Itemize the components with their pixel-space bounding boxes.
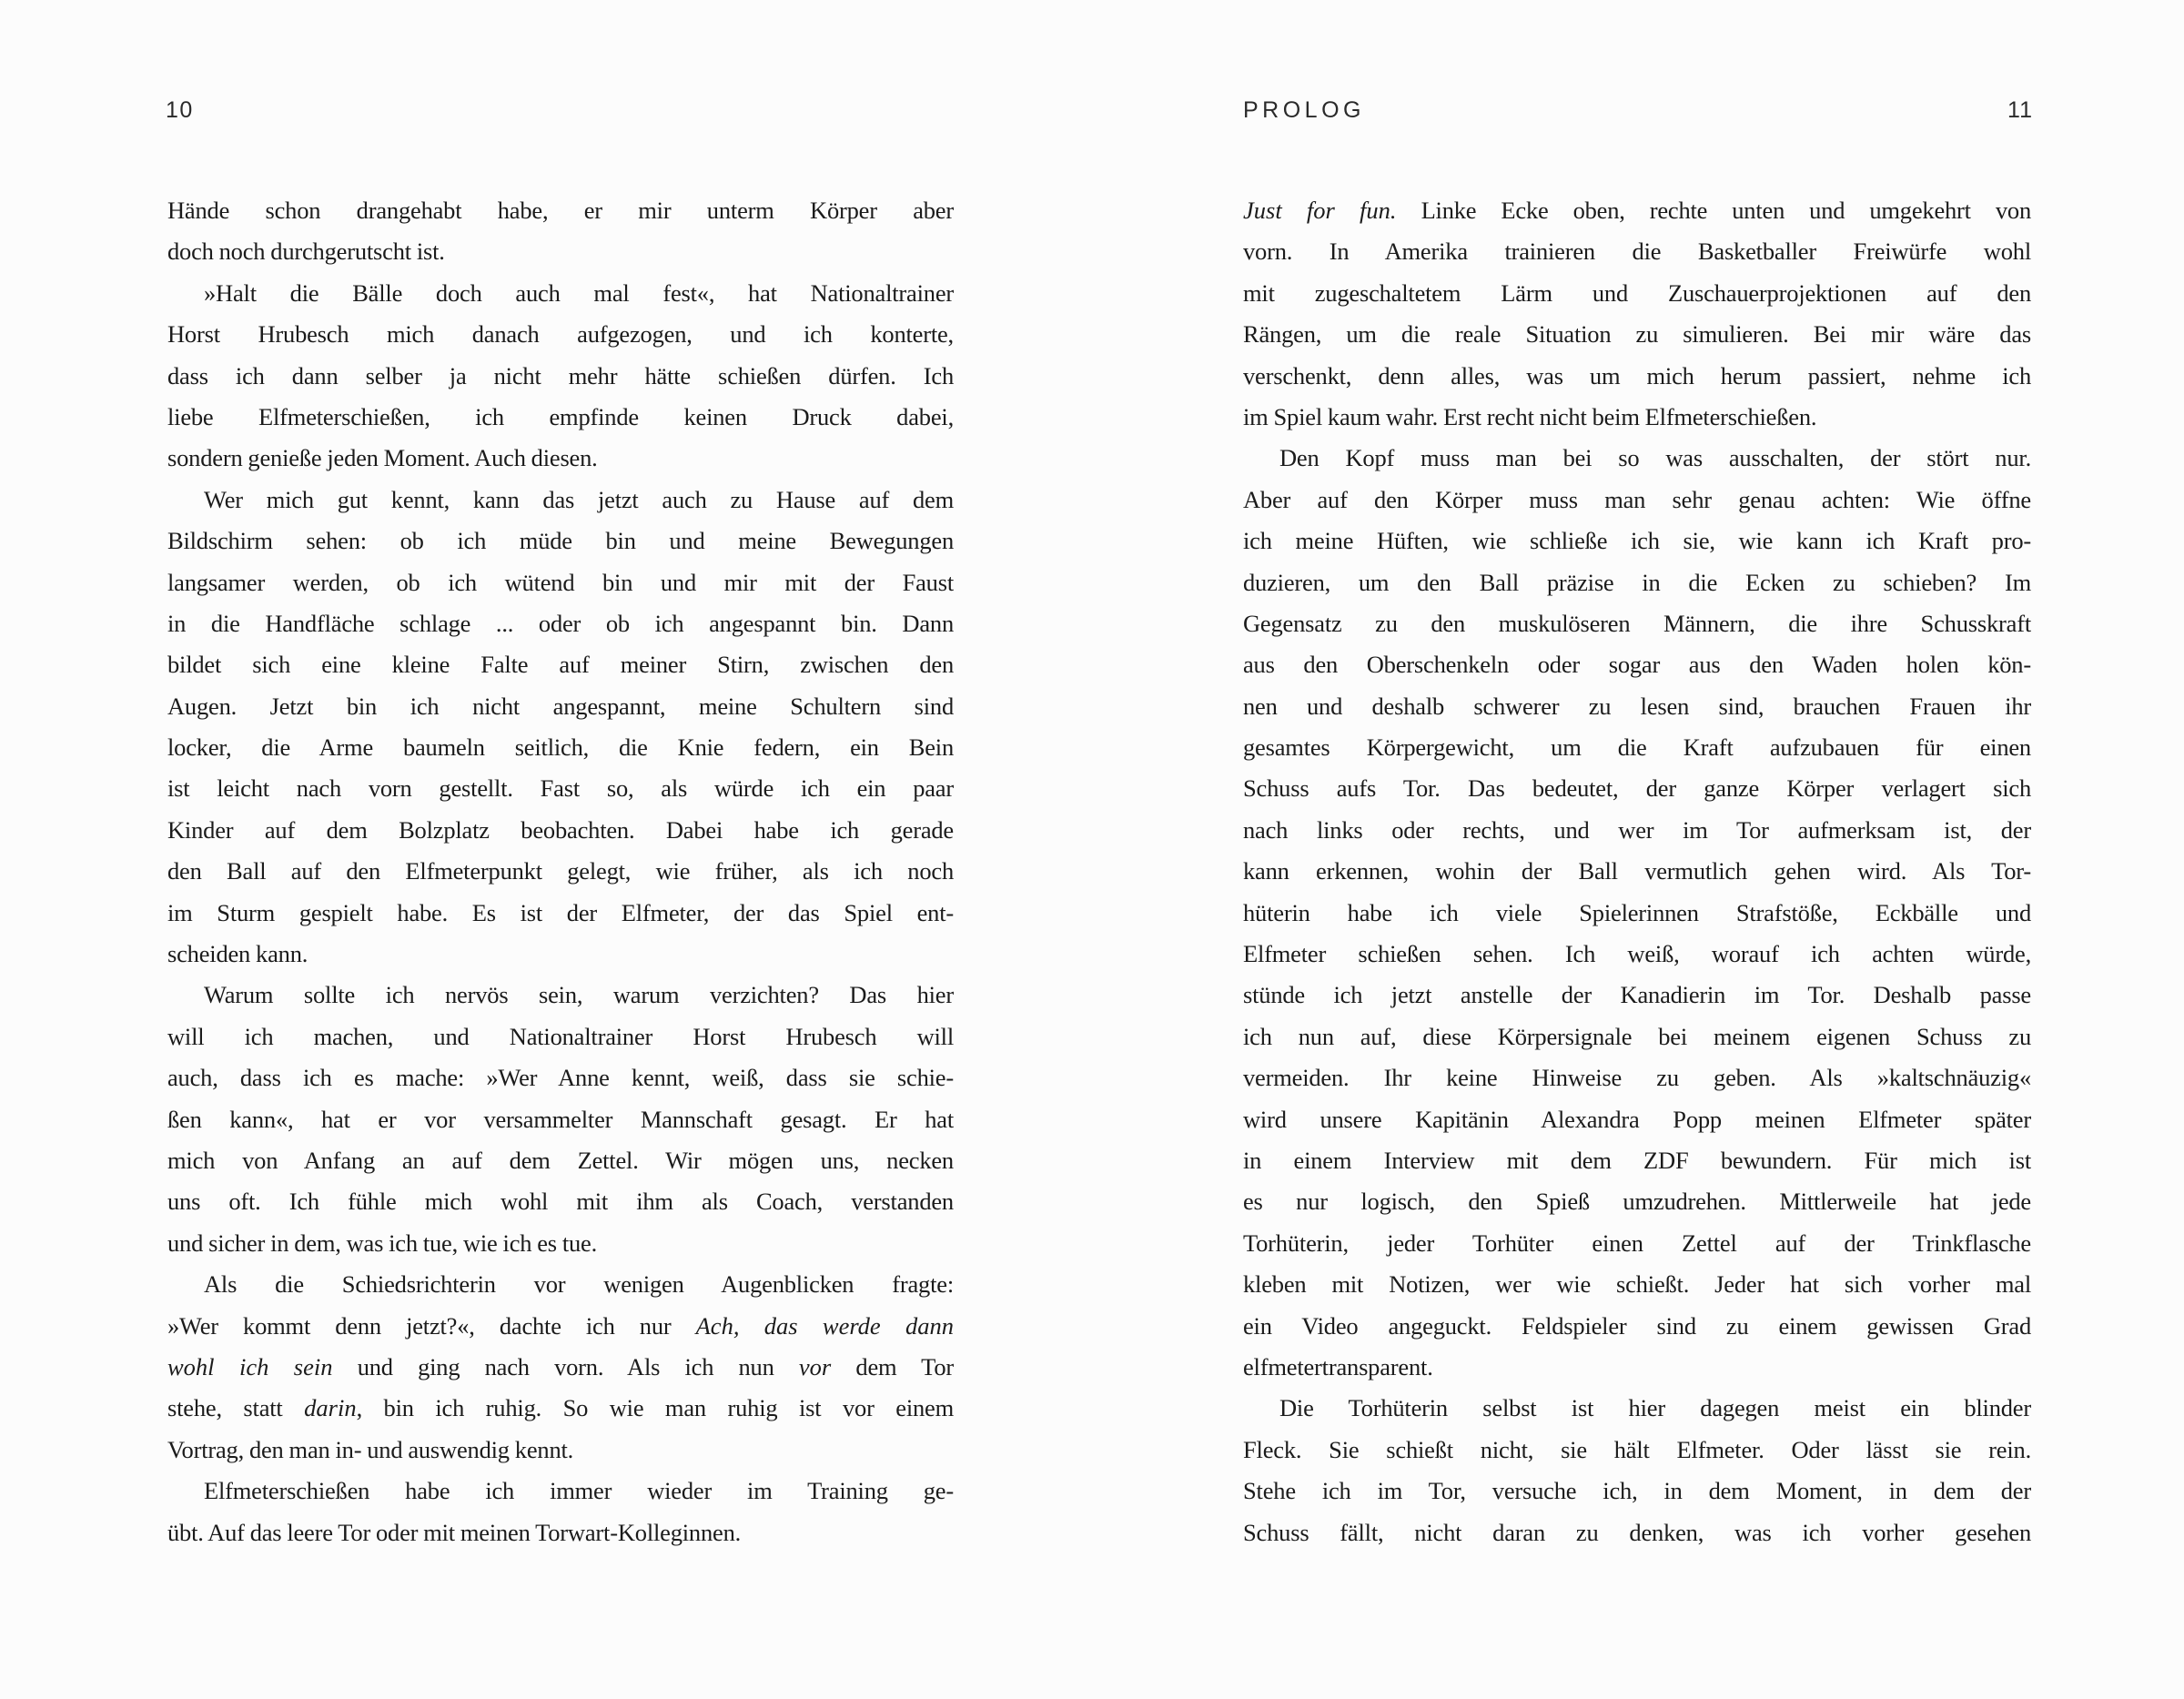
text-line: Rängen, um die reale Situation zu simulieren. Bei mir wäre das	[1243, 320, 2031, 349]
text-line: Elfmeter schießen sehen. Ich weiß, worauf ich achten würde,	[1243, 940, 2031, 968]
page-number-left: 10	[166, 97, 194, 123]
text-line: Die Torhüterin selbst ist hier dagegen meist ein blinder	[1279, 1394, 2031, 1422]
text-line: Torhüterin, jeder Torhüter einen Zettel auf der Trinkflasche	[1243, 1229, 2031, 1257]
text-line: aus den Oberschenkeln oder sogar aus den Waden holen kön-	[1243, 651, 2031, 679]
text-line: in die Handfläche schlage ... oder ob ich angespannt bin. Dann	[167, 609, 954, 637]
text-line: liebe Elfmeterschießen, ich empfinde keinen Druck dabei,	[167, 402, 954, 430]
text-line: Just for fun. Linke Ecke oben, rechte unten und umgekehrt von	[1243, 197, 2031, 224]
text-line: Gegensatz zu den muskulöseren Männern, die ihre Schusskraft	[1243, 609, 2031, 637]
text-line: ich nun auf, diese Körpersignale bei meinem eigenen Schuss zu	[1243, 1022, 2031, 1050]
text-line: Als die Schiedsrichterin vor wenigen Augenblicken fragte:	[204, 1270, 954, 1299]
text-line: uns oft. Ich fühle mich wohl mit ihm als Coach, verstanden	[167, 1188, 954, 1216]
text-line: vermeiden. Ihr keine Hinweise zu geben. Als »kaltschnäuzig«	[1243, 1064, 2031, 1092]
text-line: Fleck. Sie schießt nicht, sie hält Elfmeter. Oder lässt sie rein.	[1243, 1435, 2031, 1463]
text-line: ein Video angeguckt. Feldspieler sind zu einem gewissen Grad	[1243, 1311, 2031, 1340]
text-line: scheiden kann.	[167, 940, 308, 968]
text-line: im Sturm gespielt habe. Es ist der Elfmeter, der das Spiel ent-	[167, 898, 954, 926]
text-line: »Halt die Bälle doch auch mal fest«, hat Nationaltrainer	[204, 278, 954, 307]
text-line: Augen. Jetzt bin ich nicht angespannt, meine Schultern sind	[167, 692, 954, 720]
text-line: nach links oder rechts, und wer im Tor aufmerksam ist, der	[1243, 815, 2031, 844]
text-line: sondern genieße jeden Moment. Auch diesen.	[167, 444, 598, 472]
text-line: kleben mit Notizen, wer wie schießt. Jeder hat sich vorher mal	[1243, 1270, 2031, 1299]
text-line: will ich machen, und Nationaltrainer Horst Hrubesch will	[167, 1022, 954, 1050]
running-header: PROLOG	[1243, 97, 1365, 123]
text-line: Stehe ich im Tor, versuche ich, in dem Moment, in dem der	[1243, 1477, 2031, 1505]
text-line: mit zugeschaltetem Lärm und Zuschauerprojektionen auf den	[1243, 278, 2031, 307]
text-line: locker, die Arme baumeln seitlich, die Knie federn, ein Bein	[167, 733, 954, 762]
text-line: verschenkt, denn alles, was um mich herum passiert, nehme ich	[1243, 361, 2031, 389]
text-line: doch noch durchgerutscht ist.	[167, 238, 445, 266]
text-line: Aber auf den Körper muss man sehr genau achten: Wie öffne	[1243, 485, 2031, 513]
text-line: elfmetertransparent.	[1243, 1352, 1433, 1380]
text-line: stünde ich jetzt anstelle der Kanadierin im Tor. Deshalb passe	[1243, 981, 2031, 1009]
text-line: ist leicht nach vorn gestellt. Fast so, als würde ich ein paar	[167, 774, 954, 803]
text-line: wohl ich sein und ging nach vorn. Als ich nun vor dem Tor	[167, 1352, 954, 1380]
text-line: Bildschirm sehen: ob ich müde bin und meine Bewegungen	[167, 527, 954, 555]
text-line: ich meine Hüften, wie schließe ich sie, wie kann ich Kraft pro-	[1243, 527, 2031, 555]
text-line: hüterin habe ich viele Spielerinnen Strafstöße, Eckbälle und	[1243, 898, 2031, 926]
text-line: nen und deshalb schwerer zu lesen sind, brauchen Frauen ihr	[1243, 692, 2031, 720]
text-line: Schuss aufs Tor. Das bedeutet, der ganze Körper verlagert sich	[1243, 774, 2031, 803]
text-line: Den Kopf muss man bei so was ausschalten, der stört nur.	[1279, 444, 2031, 472]
text-line: dass ich dann selber ja nicht mehr hätte schießen dürfen. Ich	[167, 361, 954, 389]
text-line: Hände schon drangehabt habe, er mir unterm Körper aber	[167, 197, 954, 224]
text-line: stehe, statt darin, bin ich ruhig. So wie man ruhig ist vor einem	[167, 1394, 954, 1422]
text-line: auch, dass ich es mache: »Wer Anne kennt, weiß, dass sie schie-	[167, 1064, 954, 1092]
text-line: vorn. In Amerika trainieren die Basketballer Freiwürfe wohl	[1243, 238, 2031, 266]
text-line: kann erkennen, wohin der Ball vermutlich gehen wird. Als Tor-	[1243, 857, 2031, 885]
text-line: und sicher in dem, was ich tue, wie ich es tue.	[167, 1229, 598, 1257]
text-line: duzieren, um den Ball präzise in die Ecken zu schieben? Im	[1243, 568, 2031, 596]
left-page-text-column	[167, 190, 954, 1553]
text-line: langsamer werden, ob ich wütend bin und mir mit der Faust	[167, 568, 954, 596]
page-number-right: 11	[2007, 97, 2033, 123]
text-line: den Ball auf den Elfmeterpunkt gelegt, wie früher, als ich noch	[167, 857, 954, 885]
text-line: wird unsere Kapitänin Alexandra Popp meinen Elfmeter später	[1243, 1105, 2031, 1133]
text-line: übt. Auf das leere Tor oder mit meinen Torwart-Kolleginnen.	[167, 1518, 742, 1546]
text-line: im Spiel kaum wahr. Erst recht nicht beim Elfmeterschießen.	[1243, 402, 1817, 430]
text-line: Kinder auf dem Bolzplatz beobachten. Dabei habe ich gerade	[167, 815, 954, 844]
text-line: Vortrag, den man in- und auswendig kennt.	[167, 1435, 574, 1463]
text-line: Elfmeterschießen habe ich immer wieder im Training ge-	[204, 1477, 954, 1505]
text-line: Schuss fällt, nicht daran zu denken, was ich vorher gesehen	[1243, 1518, 2031, 1546]
text-line: Wer mich gut kennt, kann das jetzt auch zu Hause auf dem	[204, 485, 954, 513]
text-line: mich von Anfang an auf dem Zettel. Wir mögen uns, necken	[167, 1146, 954, 1174]
text-line: »Wer kommt denn jetzt?«, dachte ich nur Ach, das werde dann	[167, 1311, 954, 1340]
text-line: gesamtes Körpergewicht, um die Kraft aufzubauen für einen	[1243, 733, 2031, 762]
text-line: ßen kann«, hat er vor versammelter Mannschaft gesagt. Er hat	[167, 1105, 954, 1133]
text-line: in einem Interview mit dem ZDF bewundern. Für mich ist	[1243, 1146, 2031, 1174]
text-line: es nur logisch, den Spieß umzudrehen. Mittlerweile hat jede	[1243, 1188, 2031, 1216]
text-line: Horst Hrubesch mich danach aufgezogen, und ich konterte,	[167, 320, 954, 349]
text-line: bildet sich eine kleine Falte auf meiner Stirn, zwischen den	[167, 651, 954, 679]
right-page-text-column	[1243, 190, 2031, 1553]
text-line: Warum sollte ich nervös sein, warum verzichten? Das hier	[204, 981, 954, 1009]
